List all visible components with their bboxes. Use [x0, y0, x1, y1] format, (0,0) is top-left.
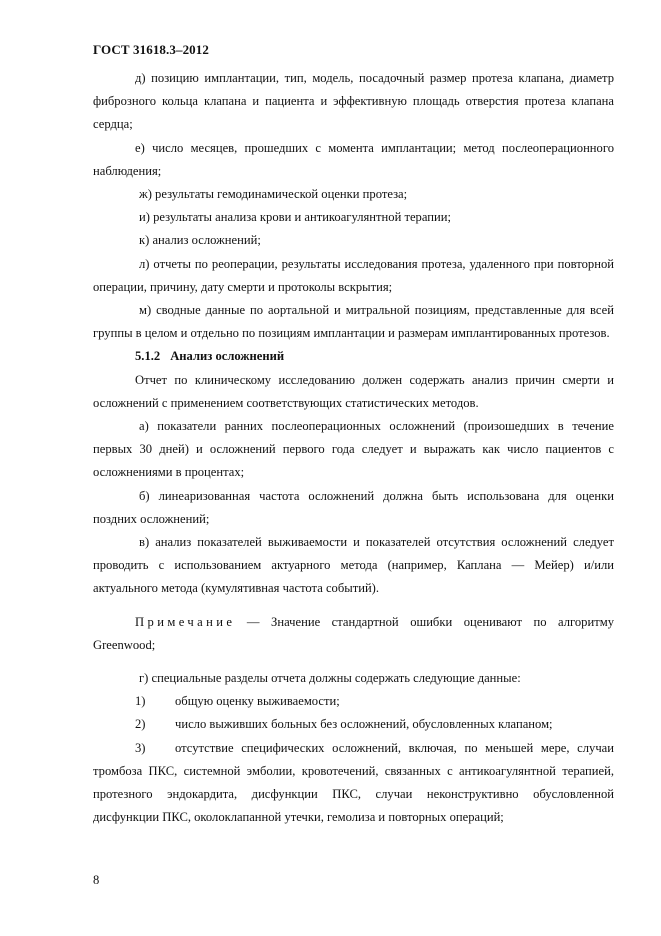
document-header: ГОСТ 31618.3–2012	[93, 42, 209, 57]
analysis-item-v: в) анализ показателей выживаемости и показателей отсутствия осложнений следует проводить с использованием актуарного метода (например, Каплана — Мейер) и/или актуального метода (кумулятивная частота событий).	[93, 535, 614, 596]
note-label: Примечание	[135, 614, 236, 629]
item-number: 1)	[135, 694, 146, 709]
item-number: 3)	[135, 740, 146, 755]
analysis-intro: Отчет по клиническому исследованию должен содержать анализ причин смерти и осложнений с применением соответствующих статистических методов.	[93, 372, 614, 410]
section-title: Анализ осложнений	[170, 349, 285, 364]
list-item-k: к) анализ осложнений;	[139, 233, 261, 248]
list-item-d: д) позицию имплантации, тип, модель, посадочный размер протеза клапана, диаметр фиброзного кольца клапана и пациента и эффективную площадь отверстия протеза клапана сердца;	[93, 71, 614, 132]
item-text: общую оценку выживаемости;	[175, 694, 340, 709]
note	[93, 611, 614, 657]
note-text: — Значение стандартной ошибки оценивают по алгоритму Greenwood;	[93, 614, 614, 652]
special-item-3	[93, 737, 614, 830]
list-item-l: л) отчеты по реоперации, результаты исследования протеза, удаленного при повторной операции, причину, дату смерти и протоколы вскрытия;	[93, 256, 614, 294]
special-intro: г) специальные разделы отчета должны содержать следующие данные:	[139, 671, 521, 686]
section-number: 5.1.2	[135, 349, 161, 364]
special-item-2	[93, 713, 614, 736]
page-number: 8	[93, 873, 100, 887]
item-text: отсутствие специфических осложнений, включая, по меньшей мере, случаи тромбоза ПКС, системной эмболии, кровотечений, связанных с антикоагулянтной терапией, протезного эндокардита, дисфункции ПКС, случаи неконструктивно обусловленной дисфункции ПКС, околоклапанной утечки, гемолиза и повторных операций;	[93, 740, 614, 825]
list-item-m: м) сводные данные по аортальной и митральной позициям, представленные для всей группы в целом и отдельно по позициям имплантации и размерам имплантированных протезов.	[93, 303, 614, 341]
item-number: 2)	[135, 717, 146, 732]
special-item-1	[93, 690, 614, 713]
document-body	[93, 67, 614, 830]
item-text: число выживших больных без осложнений, обусловленных клапаном;	[175, 717, 553, 732]
analysis-item-a: а) показатели ранних послеоперационных осложнений (произошедших в течение первых 30 дней) и осложнений первого года следует и выражать как число пациентов с осложнениями в процентах;	[93, 419, 614, 480]
analysis-item-b: б) линеаризованная частота осложнений должна быть использована для оценки поздних осложнений;	[93, 488, 614, 526]
section-heading	[93, 345, 614, 368]
list-item-e: е) число месяцев, прошедших с момента имплантации; метод послеоперационного наблюдения;	[93, 140, 614, 178]
list-item-i: и) результаты анализа крови и антикоагулянтной терапии;	[139, 210, 451, 225]
list-item-zh: ж) результаты гемодинамической оценки протеза;	[139, 187, 408, 202]
